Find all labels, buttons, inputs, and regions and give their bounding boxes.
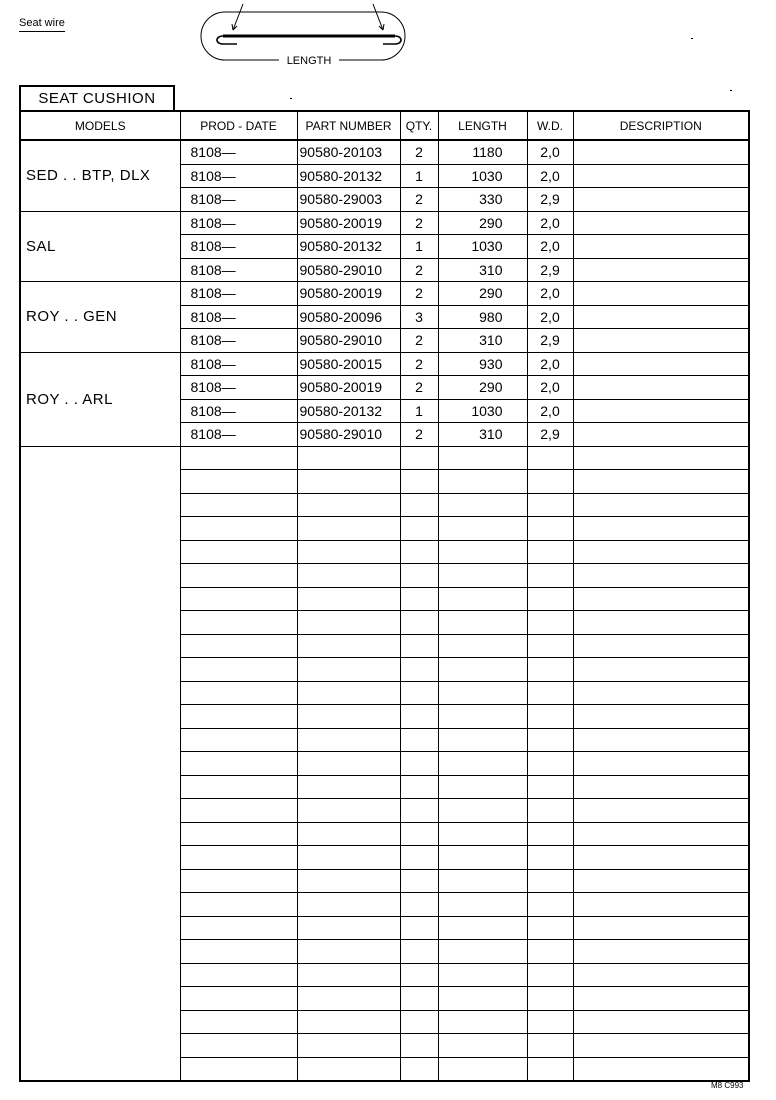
empty-cell — [400, 963, 438, 987]
empty-cell — [438, 987, 527, 1011]
prod-date-cell: 8108— — [180, 140, 297, 164]
part-number-cell: 90580-20132 — [297, 399, 400, 423]
empty-cell — [400, 893, 438, 917]
empty-cell — [573, 564, 749, 588]
empty-cell — [297, 1034, 400, 1058]
table-header-row — [20, 111, 749, 140]
empty-cell — [527, 822, 573, 846]
empty-cell — [297, 1010, 400, 1034]
empty-cell — [400, 846, 438, 870]
empty-cell — [400, 987, 438, 1011]
empty-cell — [180, 846, 297, 870]
empty-cell — [180, 587, 297, 611]
qty-cell: 2 — [400, 376, 438, 400]
empty-cell — [297, 658, 400, 682]
empty-cell — [400, 1034, 438, 1058]
qty-cell: 1 — [400, 235, 438, 259]
empty-cell — [297, 564, 400, 588]
empty-table-row — [20, 446, 749, 470]
empty-cell — [180, 869, 297, 893]
empty-cell — [438, 446, 527, 470]
description-cell — [573, 188, 749, 212]
empty-cell — [438, 940, 527, 964]
empty-cell — [297, 587, 400, 611]
column-header-qty: QTY. — [400, 111, 438, 140]
empty-cell — [438, 963, 527, 987]
table-body — [20, 140, 749, 1081]
column-header-models: MODELS — [20, 111, 180, 140]
part-number-cell: 90580-20019 — [297, 282, 400, 306]
empty-cell — [573, 987, 749, 1011]
table-row — [20, 282, 749, 306]
qty-cell: 2 — [400, 258, 438, 282]
empty-cell — [438, 1057, 527, 1081]
empty-cell — [527, 775, 573, 799]
dimension-arrow-left — [233, 4, 243, 30]
empty-cell — [180, 681, 297, 705]
prod-date-cell: 8108— — [180, 305, 297, 329]
empty-cell — [573, 728, 749, 752]
part-number-cell: 90580-20132 — [297, 235, 400, 259]
empty-cell — [527, 470, 573, 494]
part-number-cell: 90580-20103 — [297, 140, 400, 164]
part-number-cell: 90580-20096 — [297, 305, 400, 329]
empty-cell — [400, 634, 438, 658]
empty-cell — [180, 799, 297, 823]
empty-cell — [180, 752, 297, 776]
empty-cell — [527, 611, 573, 635]
qty-cell: 1 — [400, 399, 438, 423]
prod-date-cell: 8108— — [180, 423, 297, 447]
empty-cell — [438, 564, 527, 588]
empty-cell — [438, 1010, 527, 1034]
length-cell: 1180 — [438, 140, 527, 164]
empty-cell — [438, 587, 527, 611]
empty-cell — [180, 822, 297, 846]
prod-date-cell: 8108— — [180, 235, 297, 259]
empty-cell — [297, 470, 400, 494]
empty-cell — [438, 611, 527, 635]
empty-cell — [527, 634, 573, 658]
empty-cell — [297, 493, 400, 517]
length-cell: 1030 — [438, 164, 527, 188]
empty-cell — [438, 1034, 527, 1058]
empty-cell — [180, 728, 297, 752]
empty-cell — [438, 752, 527, 776]
empty-cell — [400, 705, 438, 729]
qty-cell: 2 — [400, 188, 438, 212]
empty-cell — [180, 940, 297, 964]
description-cell — [573, 258, 749, 282]
seat-wire-diagram — [193, 0, 423, 70]
empty-cell — [180, 1034, 297, 1058]
qty-cell: 2 — [400, 423, 438, 447]
empty-cell — [297, 869, 400, 893]
column-header-length: LENGTH — [438, 111, 527, 140]
empty-cell — [297, 822, 400, 846]
empty-cell — [400, 587, 438, 611]
description-cell — [573, 423, 749, 447]
empty-cell — [438, 728, 527, 752]
qty-cell: 2 — [400, 352, 438, 376]
prod-date-cell: 8108— — [180, 164, 297, 188]
empty-cell — [527, 987, 573, 1011]
empty-cell — [438, 681, 527, 705]
footer-reference: M8 C993 — [711, 1081, 744, 1090]
prod-date-cell: 8108— — [180, 258, 297, 282]
prod-date-cell: 8108— — [180, 188, 297, 212]
empty-cell — [297, 987, 400, 1011]
empty-cell — [527, 963, 573, 987]
empty-cell — [180, 987, 297, 1011]
description-cell — [573, 140, 749, 164]
empty-cell — [180, 564, 297, 588]
prod-date-cell: 8108— — [180, 399, 297, 423]
empty-cell — [573, 470, 749, 494]
empty-cell — [180, 916, 297, 940]
column-header-description: DESCRIPTION — [573, 111, 749, 140]
empty-cell — [400, 658, 438, 682]
description-cell — [573, 352, 749, 376]
length-cell: 310 — [438, 258, 527, 282]
empty-cell — [527, 940, 573, 964]
empty-cell — [527, 1034, 573, 1058]
empty-cell — [297, 540, 400, 564]
part-number-cell: 90580-20019 — [297, 211, 400, 235]
empty-cell — [400, 540, 438, 564]
empty-cell — [180, 1057, 297, 1081]
empty-cell — [180, 775, 297, 799]
empty-cell — [573, 611, 749, 635]
length-cell: 1030 — [438, 399, 527, 423]
empty-cell — [297, 752, 400, 776]
empty-cell — [400, 681, 438, 705]
description-cell — [573, 376, 749, 400]
empty-cell — [400, 728, 438, 752]
empty-cell — [573, 658, 749, 682]
empty-cell — [400, 775, 438, 799]
empty-cell — [180, 634, 297, 658]
empty-cell — [297, 775, 400, 799]
empty-cell — [297, 681, 400, 705]
empty-cell — [438, 470, 527, 494]
empty-cell — [297, 846, 400, 870]
part-number-cell: 90580-29010 — [297, 329, 400, 353]
empty-cell — [573, 634, 749, 658]
empty-cell — [438, 893, 527, 917]
empty-cell — [527, 587, 573, 611]
empty-cell — [297, 963, 400, 987]
wd-cell: 2,0 — [527, 140, 573, 164]
empty-cell — [527, 916, 573, 940]
model-cell: ROY . . GEN — [20, 282, 180, 353]
wd-cell: 2,0 — [527, 235, 573, 259]
wd-cell: 2,0 — [527, 305, 573, 329]
parts-table — [19, 110, 750, 1082]
empty-cell — [527, 1010, 573, 1034]
empty-cell — [438, 822, 527, 846]
empty-cell — [527, 1057, 573, 1081]
prod-date-cell: 8108— — [180, 376, 297, 400]
empty-cell — [297, 634, 400, 658]
empty-cell — [573, 799, 749, 823]
prod-date-cell: 8108— — [180, 352, 297, 376]
empty-cell — [527, 752, 573, 776]
model-cell: SED . . BTP, DLX — [20, 140, 180, 211]
dimension-arrow-right — [373, 4, 383, 30]
wd-cell: 2,0 — [527, 399, 573, 423]
empty-cell — [573, 446, 749, 470]
description-cell — [573, 235, 749, 259]
part-number-cell: 90580-29010 — [297, 423, 400, 447]
length-cell: 290 — [438, 376, 527, 400]
column-header-wd: W.D. — [527, 111, 573, 140]
empty-cell — [573, 1010, 749, 1034]
empty-cell — [573, 775, 749, 799]
empty-cell — [400, 822, 438, 846]
qty-cell: 2 — [400, 140, 438, 164]
empty-cell — [180, 1010, 297, 1034]
length-cell: 310 — [438, 329, 527, 353]
empty-cell — [438, 775, 527, 799]
empty-cell — [400, 799, 438, 823]
empty-cell — [527, 446, 573, 470]
table-row — [20, 352, 749, 376]
part-number-cell: 90580-20019 — [297, 376, 400, 400]
length-label: LENGTH — [286, 55, 332, 67]
wd-cell: 2,0 — [527, 352, 573, 376]
empty-cell — [400, 564, 438, 588]
seat-wire-label: Seat wire — [19, 17, 65, 32]
empty-cell — [573, 916, 749, 940]
wd-cell: 2,0 — [527, 282, 573, 306]
wd-cell: 2,9 — [527, 423, 573, 447]
qty-cell: 2 — [400, 211, 438, 235]
empty-cell — [400, 1010, 438, 1034]
empty-cell — [573, 1034, 749, 1058]
empty-cell — [297, 940, 400, 964]
empty-cell — [297, 916, 400, 940]
empty-cell — [400, 517, 438, 541]
empty-cell — [400, 940, 438, 964]
empty-cell — [400, 470, 438, 494]
length-cell: 980 — [438, 305, 527, 329]
empty-cell — [527, 658, 573, 682]
description-cell — [573, 399, 749, 423]
qty-cell: 2 — [400, 282, 438, 306]
part-number-cell: 90580-29003 — [297, 188, 400, 212]
empty-cell — [180, 658, 297, 682]
empty-cell — [438, 869, 527, 893]
empty-cell — [297, 611, 400, 635]
wd-cell: 2,9 — [527, 329, 573, 353]
empty-cell — [400, 446, 438, 470]
empty-cell — [573, 752, 749, 776]
description-cell — [573, 211, 749, 235]
wd-cell: 2,9 — [527, 258, 573, 282]
empty-cell — [297, 893, 400, 917]
empty-cell — [527, 893, 573, 917]
empty-cell — [573, 822, 749, 846]
length-cell: 330 — [438, 188, 527, 212]
empty-cell — [400, 493, 438, 517]
length-cell: 310 — [438, 423, 527, 447]
empty-cell — [438, 540, 527, 564]
length-cell: 290 — [438, 211, 527, 235]
wd-cell: 2,0 — [527, 211, 573, 235]
description-cell — [573, 164, 749, 188]
empty-cell — [573, 540, 749, 564]
part-number-cell: 90580-20132 — [297, 164, 400, 188]
empty-cell — [297, 799, 400, 823]
empty-cell — [438, 705, 527, 729]
empty-cell — [180, 611, 297, 635]
empty-cell — [400, 916, 438, 940]
empty-cell — [438, 846, 527, 870]
empty-cell — [297, 1057, 400, 1081]
empty-cell — [438, 658, 527, 682]
empty-cell — [527, 728, 573, 752]
description-cell — [573, 282, 749, 306]
empty-cell — [527, 799, 573, 823]
empty-cell — [573, 893, 749, 917]
empty-cell — [180, 705, 297, 729]
table-row — [20, 211, 749, 235]
empty-cell — [297, 705, 400, 729]
empty-cell — [573, 517, 749, 541]
length-cell: 930 — [438, 352, 527, 376]
length-cell: 290 — [438, 282, 527, 306]
empty-cell — [180, 517, 297, 541]
empty-cell — [527, 705, 573, 729]
empty-cell — [400, 1057, 438, 1081]
empty-cell — [400, 611, 438, 635]
empty-cell — [573, 940, 749, 964]
section-title: SEAT CUSHION — [19, 85, 175, 110]
prod-date-cell: 8108— — [180, 282, 297, 306]
qty-cell: 3 — [400, 305, 438, 329]
prod-date-cell: 8108— — [180, 329, 297, 353]
wd-cell: 2,0 — [527, 164, 573, 188]
empty-cell — [400, 752, 438, 776]
empty-cell — [573, 587, 749, 611]
empty-cell — [438, 916, 527, 940]
model-cell: ROY . . ARL — [20, 352, 180, 446]
table-row — [20, 140, 749, 164]
empty-cell — [573, 705, 749, 729]
empty-cell — [400, 869, 438, 893]
empty-cell — [573, 846, 749, 870]
description-cell — [573, 305, 749, 329]
empty-cell — [297, 446, 400, 470]
empty-cell — [438, 517, 527, 541]
empty-cell — [573, 1057, 749, 1081]
empty-cell — [180, 893, 297, 917]
empty-cell — [180, 493, 297, 517]
part-number-cell: 90580-20015 — [297, 352, 400, 376]
description-cell — [573, 329, 749, 353]
wd-cell: 2,0 — [527, 376, 573, 400]
empty-cell — [527, 493, 573, 517]
empty-cell — [527, 517, 573, 541]
empty-cell — [180, 470, 297, 494]
empty-cell — [527, 869, 573, 893]
empty-cell — [573, 869, 749, 893]
empty-cell — [527, 540, 573, 564]
part-number-cell: 90580-29010 — [297, 258, 400, 282]
wd-cell: 2,9 — [527, 188, 573, 212]
empty-cell — [438, 634, 527, 658]
model-cell: SAL — [20, 211, 180, 282]
length-cell: 1030 — [438, 235, 527, 259]
empty-cell — [573, 493, 749, 517]
empty-cell — [180, 446, 297, 470]
empty-cell — [527, 564, 573, 588]
qty-cell: 1 — [400, 164, 438, 188]
column-header-prod-date: PROD - DATE — [180, 111, 297, 140]
empty-cell — [527, 681, 573, 705]
prod-date-cell: 8108— — [180, 211, 297, 235]
empty-cell — [573, 681, 749, 705]
empty-cell — [573, 963, 749, 987]
empty-cell — [180, 963, 297, 987]
column-header-part-number: PART NUMBER — [297, 111, 400, 140]
empty-cell — [297, 517, 400, 541]
empty-model-cell — [20, 446, 180, 1081]
empty-cell — [438, 493, 527, 517]
empty-cell — [438, 799, 527, 823]
qty-cell: 2 — [400, 329, 438, 353]
empty-cell — [527, 846, 573, 870]
empty-cell — [297, 728, 400, 752]
empty-cell — [180, 540, 297, 564]
